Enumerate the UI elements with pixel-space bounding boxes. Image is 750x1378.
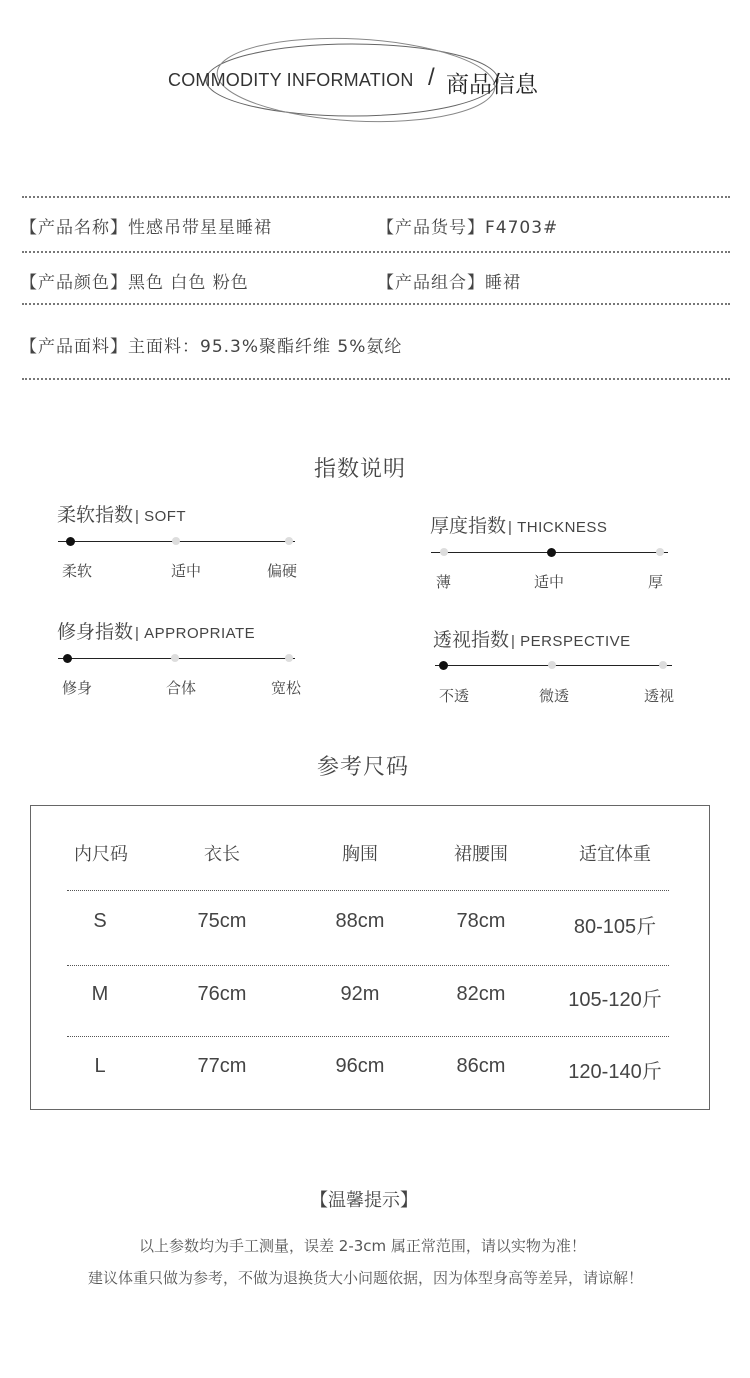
soft-level-label: 偏硬 bbox=[267, 562, 298, 580]
size-table-divider bbox=[67, 1036, 669, 1037]
fit-level-label: 宽松 bbox=[271, 679, 302, 697]
size-table-header: 内尺码 bbox=[74, 844, 128, 865]
fit-level-label: 修身 bbox=[62, 679, 93, 697]
info-product-name: 【产品名称】性感吊带星星睡裙 bbox=[20, 218, 272, 238]
info-divider bbox=[22, 378, 730, 380]
size-table-cell: 120-140斤 bbox=[568, 1061, 662, 1083]
info-product-combo: 【产品组合】睡裙 bbox=[377, 273, 521, 293]
thickness-level-label: 适中 bbox=[534, 573, 565, 591]
header-title-cn: 商品信息 bbox=[446, 72, 538, 98]
thickness-index-label-en: | THICKNESS bbox=[508, 519, 608, 536]
info-divider bbox=[22, 251, 730, 253]
sheer-index-marker bbox=[439, 661, 448, 670]
size-table-cell: 80-105斤 bbox=[573, 916, 657, 938]
size-section-title: 参考尺码 bbox=[317, 755, 410, 780]
thickness-index-marker bbox=[547, 548, 556, 557]
soft-index-label-en: | SOFT bbox=[135, 508, 187, 525]
soft-level-label: 适中 bbox=[171, 562, 202, 580]
notice-title: 【温馨提示】 bbox=[310, 1190, 418, 1211]
thickness-level-label: 薄 bbox=[436, 573, 452, 591]
index-section-title: 指数说明 bbox=[314, 457, 407, 482]
thickness-index-label-cn: 厚度指数 bbox=[430, 515, 507, 537]
thickness-index-marker bbox=[656, 548, 664, 556]
fit-index-heading bbox=[57, 617, 255, 644]
size-table-divider bbox=[67, 890, 669, 891]
soft-index-label-cn: 柔软指数 bbox=[57, 504, 134, 526]
thickness-level-label: 厚 bbox=[648, 573, 664, 591]
size-table-header: 适宜体重 bbox=[579, 844, 651, 865]
thickness-index-heading bbox=[430, 511, 607, 538]
soft-level-label: 柔软 bbox=[62, 562, 93, 580]
header-slash: / bbox=[428, 64, 435, 91]
size-table-header: 裙腰围 bbox=[454, 844, 508, 865]
size-table-cell: 88cm bbox=[335, 910, 385, 932]
size-table-cell: 75cm bbox=[197, 910, 247, 932]
fit-index-label-cn: 修身指数 bbox=[57, 621, 134, 643]
fit-level-label: 合体 bbox=[166, 679, 197, 697]
fit-index-label-en: | APPROPRIATE bbox=[135, 625, 256, 642]
info-product-sku: 【产品货号】F4703# bbox=[377, 218, 559, 238]
sheer-index-marker bbox=[548, 661, 556, 669]
soft-index-marker bbox=[172, 537, 180, 545]
size-table-cell: M bbox=[91, 983, 109, 1005]
fit-index-marker bbox=[63, 654, 72, 663]
sheer-index-heading bbox=[433, 625, 631, 652]
sheer-index-marker bbox=[659, 661, 667, 669]
size-table-cell: 82cm bbox=[456, 983, 506, 1005]
size-table-cell: L bbox=[94, 1055, 106, 1077]
sheer-index-label-cn: 透视指数 bbox=[433, 629, 510, 651]
size-table-header: 胸围 bbox=[342, 844, 378, 865]
size-table-divider bbox=[67, 965, 669, 966]
size-table-cell: 86cm bbox=[456, 1055, 506, 1077]
sheer-level-label: 微透 bbox=[539, 687, 570, 705]
sheer-index-label-en: | PERSPECTIVE bbox=[511, 633, 631, 650]
size-table-cell: 92m bbox=[340, 983, 380, 1005]
info-divider bbox=[22, 303, 730, 305]
size-table-cell: 77cm bbox=[197, 1055, 247, 1077]
fit-index-marker bbox=[171, 654, 179, 662]
info-divider bbox=[22, 196, 730, 198]
size-table-cell: 105-120斤 bbox=[568, 989, 662, 1011]
soft-index-marker bbox=[285, 537, 293, 545]
sheer-level-label: 透视 bbox=[644, 687, 675, 705]
soft-index-heading bbox=[57, 500, 186, 527]
header-title-en: COMMODITY INFORMATION bbox=[168, 70, 414, 90]
info-product-fabric: 【产品面料】主面料：95.3%聚酯纤维 5%氨纶 bbox=[20, 337, 403, 357]
notice-line-2: 建议体重只做为参考，不做为退换货大小问题依据，因为体型身高等差异，请谅解！ bbox=[88, 1269, 644, 1287]
size-table-cell: S bbox=[93, 910, 107, 932]
size-table-cell: 76cm bbox=[197, 983, 247, 1005]
fit-index-marker bbox=[285, 654, 293, 662]
info-product-color: 【产品颜色】黑色 白色 粉色 bbox=[20, 273, 249, 293]
notice-line-1: 以上参数均为手工测量，误差 2-3cm 属正常范围，请以实物为准！ bbox=[139, 1237, 586, 1255]
thickness-index-marker bbox=[440, 548, 448, 556]
sheer-level-label: 不透 bbox=[439, 687, 470, 705]
size-table-cell: 96cm bbox=[335, 1055, 385, 1077]
size-table-cell: 78cm bbox=[456, 910, 506, 932]
soft-index-marker bbox=[66, 537, 75, 546]
size-table-header: 衣长 bbox=[204, 844, 240, 865]
